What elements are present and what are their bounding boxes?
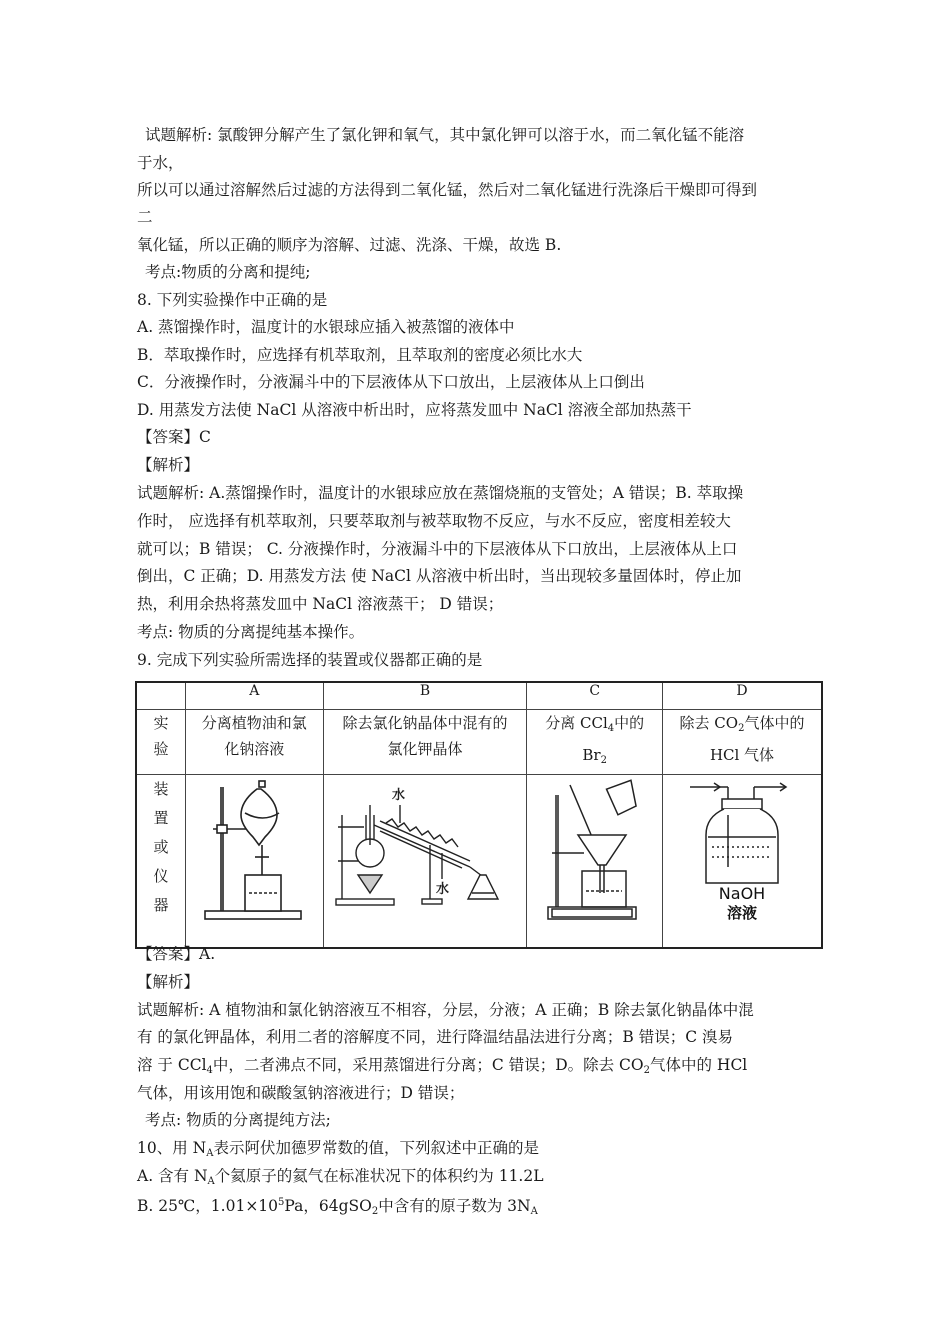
separatory-funnel-image [199,775,309,925]
water-label-top: 水 [391,788,405,803]
q10-option-a: A. 含有 $N_A$个氦原子的氦气在标准状况下的体积约为 11.2L [137,1167,544,1187]
column-header-a: A [186,682,324,710]
q7-analysis-line: 于水， [137,154,184,172]
experiment-d: 除去 $CO_2$气体中的 HCl 气体 [663,710,822,775]
q8-option-a: A. 蒸馏操作时，温度计的水银球应插入被蒸馏的液体中 [137,318,515,336]
row-label-experiment: 实 验 [136,710,186,775]
distillation-apparatus-image [330,775,520,915]
q8-analysis-line: 作时， 应选择有机萃取剂，只要萃取剂与被萃取物不反应，与水不反应，密度相差较大 [137,512,731,530]
apparatus-d [663,775,822,949]
q8-analysis-line: 热，利用余热将蒸发皿中 NaCl 溶液蒸干； D 错误； [137,595,504,613]
q8-analysis-title: 【解析】 [137,456,200,474]
experiment-c: 分离 CCl$_4$中的 $Br_2$ [527,710,663,775]
apparatus-c [527,775,663,949]
column-header-b: B [323,682,527,710]
column-header-d: D [663,682,822,710]
q10-stem: 10、用 $N_A$表示阿伏加德罗常数的值，下列叙述中正确的是 [137,1139,539,1159]
q9-analysis-line: 气体，用该用饱和碳酸氢钠溶液进行；D 错误； [137,1084,465,1102]
row-label-apparatus: 装 置 或 仪 器 [136,775,186,949]
apparatus-b [323,775,527,949]
table-corner-cell [136,682,186,710]
naoh-label: NaOH [718,884,766,903]
q7-analysis-line: 所以可以通过溶解然后过滤的方法得到二氧化锰，然后对二氧化锰进行洗涤后干燥即可得到 [137,181,758,199]
apparatus-a [186,775,324,949]
q7-analysis-line: 氧化锰，所以正确的顺序为溶解、过滤、洗涤、干燥，故选 B. [137,236,562,254]
experiment-a: 分离植物油和氯 化钠溶液 [186,710,324,775]
q8-answer: 【答案】C [137,428,211,446]
q7-analysis-line: 试题解析: 氯酸钾分解产生了氯化钾和氧气，其中氯化钾可以溶于水，而二氧化锰不能溶 [145,126,745,144]
solution-label: 溶液 [726,904,758,922]
q8-analysis-line: 就可以；B 错误； C. 分液操作时，分液漏斗中的下层液体从下口放出，上层液体从上口 [137,540,738,558]
q7-analysis-line: 二 [137,208,153,226]
q9-analysis-line: 溶 于 CCl$_4$中，二者沸点不同，采用蒸馏进行分离；C 错误；D。除去 $CO_2$气体中的 HCl [137,1056,748,1076]
q8-analysis-line: 倒出，C 正确；D. 用蒸发方法 使 NaCl 从溶液中析出时，当出现较多量固体时，停止加 [137,567,742,585]
q8-option-b: B．萃取操作时，应选择有机萃取剂，且萃取剂的密度必须比水大 [137,346,583,364]
q10-option-b: B. 25℃，$1.01\times 10^5Pa$，64gSO$_2$中含有的原子数为 $3N_A$ [137,1197,538,1217]
q8-analysis-line: 试题解析: A.蒸馏操作时，温度计的水银球应放在蒸馏烧瓶的支管处；A 错误；B. 萃取操 [137,484,744,502]
experiment-b: 除去氯化钠晶体中混有的 氯化钾晶体 [323,710,527,775]
q7-kaodian: 考点:物质的分离和提纯; [145,263,311,281]
q9-analysis-line: 有 的氯化钾晶体，利用二者的溶解度不同，进行降温结晶法进行分离；B 错误；C 溴易 [137,1028,734,1046]
q9-table [135,681,823,949]
q8-option-c: C．分液操作时，分液漏斗中的下层液体从下口放出，上层液体从上口倒出 [137,373,645,391]
q9-kaodian: 考点: 物质的分离提纯方法; [145,1111,331,1129]
q9-analysis-title: 【解析】 [137,973,200,991]
q9-stem: 9. 完成下列实验所需选择的装置或仪器都正确的是 [137,651,483,669]
q8-kaodian: 考点: 物质的分离提纯基本操作。 [137,623,365,641]
filtration-apparatus-image [540,775,650,925]
column-header-c: C [527,682,663,710]
gas-washing-bottle-image [682,775,802,925]
water-label-bottom: 水 [435,882,449,897]
q8-option-d: D. 用蒸发方法使 NaCl 从溶液中析出时，应将蒸发皿中 NaCl 溶液全部加热蒸干 [137,401,692,419]
q8-stem: 8. 下列实验操作中正确的是 [137,291,328,309]
q9-answer: 【答案】A. [137,945,216,963]
q9-analysis-line: 试题解析: A 植物油和氯化钠溶液互不相容，分层，分液；A 正确；B 除去氯化钠晶体中混 [137,1001,754,1019]
